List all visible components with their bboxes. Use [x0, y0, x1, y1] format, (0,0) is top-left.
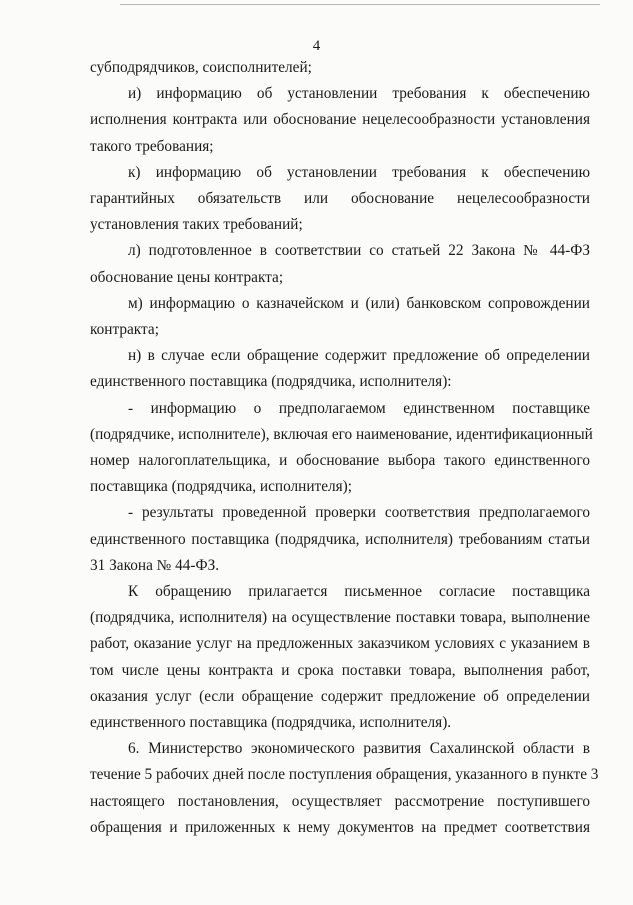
text-line: работ, оказание услуг на предложенных заказчиком условиях с указанием в: [90, 635, 590, 653]
text-line: - результаты проведенной проверки соответствия предполагаемого: [128, 504, 590, 522]
text-line: - информацию о предполагаемом единственном поставщике: [128, 399, 590, 417]
text-line: контракта;: [90, 321, 159, 338]
text-line: обоснование цены контракта;: [90, 268, 284, 286]
text-line: м) информацию о казначейском и (или) банковском сопровождении: [128, 294, 590, 312]
text-line: 6. Министерство экономического развития Сахалинской области в: [128, 740, 590, 758]
text-line: К обращению прилагается письменное согласие поставщика: [128, 583, 590, 600]
text-line: обращения и приложенных к нему документов на предмет соответствия: [90, 818, 590, 836]
text-line: оказания услуг (если обращение содержит предложение об определении: [90, 687, 590, 705]
text-line: установления таких требований;: [90, 216, 303, 234]
text-line: субподрядчиков, соисполнителей;: [90, 59, 312, 76]
page-number: 4: [312, 38, 321, 54]
text-line: поставщика (подрядчика, исполнителя);: [90, 478, 353, 496]
text-line: н) в случае если обращение содержит предложение об определении: [128, 347, 590, 365]
text-line: исполнения контракта или обоснование нецелесообразности установления: [90, 111, 590, 129]
text-line: к) информацию об установлении требования к обеспечению: [128, 163, 590, 181]
text-line: (подрядчике, исполнителе), включая его наименование, идентификационный: [90, 425, 593, 443]
text-line: том числе цены контракта и срока поставки товара, выполнения работ,: [90, 661, 590, 679]
text-line: единственного поставщика (подрядчика, исполнителя) требованиям статьи: [90, 530, 590, 548]
text-line: (подрядчика, исполнителя) на осуществление поставки товара, выполнение: [90, 609, 590, 627]
text-line: гарантийных обязательств или обоснование нецелесообразности: [90, 190, 590, 207]
text-line: такого требования;: [90, 137, 214, 155]
text-line: единственного поставщика (подрядчика, исполнителя):: [90, 373, 452, 391]
page-top-edge: [120, 4, 600, 5]
text-line: номер налогоплательщика, и обоснование выбора такого единственного: [90, 452, 590, 469]
text-line: настоящего постановления, осуществляет рассмотрение поступившего: [90, 792, 590, 810]
text-line: единственного поставщика (подрядчика, исполнителя).: [90, 714, 452, 731]
text-line: и) информацию об установлении требования к обеспечению: [128, 85, 590, 103]
text-line: течение 5 рабочих дней после поступления обращения, указанного в пункте 3: [90, 766, 599, 784]
text-line: л) подготовленное в соответствии со статьей 22 Закона № 44-ФЗ: [128, 242, 590, 260]
text-line: 31 Закона № 44-ФЗ.: [90, 556, 220, 574]
